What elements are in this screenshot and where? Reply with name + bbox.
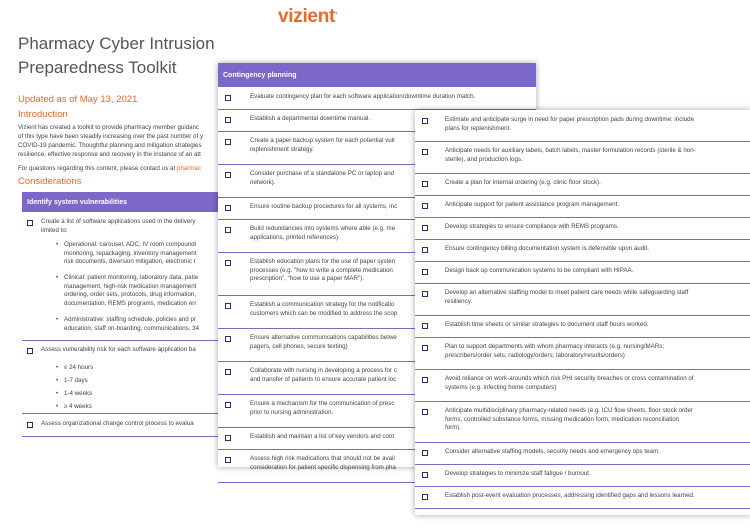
checkbox[interactable] [225, 139, 231, 145]
row-divider [22, 340, 222, 341]
row-line: Ensure routine backup procedures for all systems, inc [250, 203, 398, 210]
table-row [445, 289, 745, 306]
row-line: Develop strategies to minimize staff fatigue / burnout. [445, 470, 591, 477]
operational-continued [64, 250, 221, 267]
checkbox[interactable] [225, 336, 231, 342]
table-row [445, 179, 745, 188]
row-line: Ensure contingency billing documentation system is defensible upon audit. [445, 245, 649, 252]
row-divider [22, 436, 222, 437]
clinical-continued [64, 283, 221, 309]
row-divider [415, 261, 750, 262]
checkbox[interactable] [422, 472, 428, 478]
contact-line [18, 164, 218, 173]
row-line: processes (e.g. "how to write a complete medication [250, 266, 393, 274]
list-item: • Administrative: staffing schedule, policies and pr [56, 316, 221, 325]
checkbox[interactable] [422, 494, 428, 500]
row-line: Create a plan for internal ordering (e.g. clinic floor stock). [445, 179, 601, 186]
row-line: Design back up communication systems to be compliant with HIPAA. [445, 267, 634, 274]
row-line: plans for replenishment. [445, 124, 512, 132]
row-line: Consider alternative staffing models, security needs and emergency ops team. [445, 448, 660, 455]
checkbox[interactable] [225, 303, 231, 309]
row-line: sterile), and production logs. [445, 155, 523, 163]
introduction-heading: Introduction [18, 109, 68, 120]
checkbox[interactable] [422, 181, 428, 187]
row-line: replenishment strategy. [250, 145, 314, 153]
table-row [445, 492, 745, 501]
page-title-line1: Pharmacy Cyber Intrusion [18, 34, 215, 53]
checkbox[interactable] [422, 345, 428, 351]
table-row [445, 407, 745, 433]
checkbox[interactable] [422, 149, 428, 155]
row-divider [415, 283, 750, 284]
row-divider [415, 508, 750, 509]
checkbox[interactable] [225, 205, 231, 211]
checkbox[interactable] [225, 117, 231, 123]
row-line: ordering, order sets, protocols, drug information, [64, 291, 197, 298]
contact-link[interactable]: pharmac [176, 165, 201, 172]
row-divider [415, 486, 750, 487]
table-row [445, 245, 745, 254]
table-header-label: Identify system vulnerabilities [27, 198, 127, 206]
vizient-logo: vizient. [278, 6, 338, 27]
row-line: Establish a departmental downtime manual. [250, 115, 371, 122]
intro-line: Vizient has created a toolkit to provide pharmacy member guidanc [18, 124, 200, 131]
table-row [445, 321, 745, 330]
row-line: Establish post-event evaluation processes, addressing identified gaps and lessons learned. [445, 492, 695, 499]
row-line: customers which can be modified to address the scop [250, 309, 398, 317]
checkbox[interactable] [422, 323, 428, 329]
row-line: Avoid reliance on work-arounds which risk PHI security breaches or cross contamination of [445, 375, 694, 382]
row-line: risk documents, diversion mitigation, electronic r [64, 258, 196, 265]
row-line: Build redundancies into systems where able (e.g. me [250, 225, 396, 232]
checkbox[interactable] [225, 172, 231, 178]
row-line: documentation, REMS programs, medication err [64, 299, 197, 307]
table-row [445, 147, 745, 164]
row-line: applications, printed references). [250, 233, 340, 241]
checkbox[interactable] [27, 220, 33, 226]
intro-line: COVID-19 pandemic. Thoughtful planning and mitigation strategies [18, 142, 202, 149]
row-line: Anticipate needs for auxiliary labels, batch labels, master formulation records (sterile & non- [445, 147, 696, 154]
contact-text: For questions regarding this content, please contact us at [18, 165, 177, 172]
row-line: prescribers/order sets; radiology/orders; laboratory/results/orders) [445, 351, 625, 359]
table-row [445, 267, 745, 276]
table-row [445, 201, 745, 210]
row-line: forms, controlled substance forms, missing medication form, medication reconciliation [445, 415, 680, 423]
row-line: education, staff on-boarding, communications, 34 [64, 324, 200, 332]
checkbox[interactable] [225, 260, 231, 266]
row-line: resiliency. [445, 297, 473, 305]
row-line: Create a paper backup system for each potential vulr [250, 137, 396, 144]
checkbox[interactable] [422, 247, 428, 253]
checkbox[interactable] [422, 203, 428, 209]
checkbox[interactable] [27, 348, 33, 354]
clinical-bullet [56, 274, 221, 283]
vuln-row1-intro [41, 218, 221, 235]
checkbox[interactable] [225, 402, 231, 408]
row-line: Ensure alternative communications capabilities betwe [250, 334, 397, 341]
row-line: Develop strategies to ensure compliance with REMS programs. [445, 223, 619, 230]
row-line: management, high-risk medication management [64, 282, 197, 290]
checkbox[interactable] [422, 409, 428, 415]
checkbox[interactable] [27, 422, 33, 428]
checkbox[interactable] [422, 269, 428, 275]
row-divider [415, 195, 750, 196]
checkbox[interactable] [422, 450, 428, 456]
checkbox[interactable] [225, 369, 231, 375]
row-line: Estimate and anticipate surge in need for paper prescription pads during downtime; include [445, 116, 695, 123]
checkbox[interactable] [422, 377, 428, 383]
administrative-continued [64, 325, 221, 334]
row-line: Assess high risk medications that should not be avail [250, 455, 395, 462]
toolkit-page-3 [415, 110, 750, 515]
row-line: prescription", "how to use a paper MAR"). [250, 275, 364, 282]
vuln-row3-text: Assess organizational change control process to evalua [41, 420, 194, 427]
row-line: Collaborate with nursing in developing a process for c [250, 367, 397, 374]
row-divider [415, 337, 750, 338]
row-line: Consider purchase of a standalone PC or laptop and [250, 170, 395, 177]
row-line: Ensure a mechanism for the communication of presc [250, 400, 395, 407]
row-line: consideration for patient specific dispensing from pha [250, 463, 396, 471]
page-title-line2: Preparedness Toolkit [18, 58, 177, 77]
checkbox[interactable] [225, 457, 231, 463]
table-row [445, 470, 745, 479]
table-header-vulnerabilities [22, 192, 222, 212]
list-item: • ≤ 24 hours [56, 361, 221, 374]
list-item: • 1-7 days [56, 374, 221, 387]
row-divider [415, 217, 750, 218]
row-line: Plan to support departments with whom pharmacy interacts (e.g. nursing/MARs; [445, 343, 665, 350]
considerations-heading: Considerations [18, 176, 82, 187]
list-item: • 1-4 weeks [56, 387, 221, 400]
intro-line: resilience, effective response and recovery in the instance of an att [18, 151, 201, 158]
checkbox[interactable] [225, 435, 231, 441]
list-item: • ≥ 4 weeks [56, 400, 221, 413]
row-line: Create a list of software applications used in the delivery [41, 218, 196, 225]
updated-date: Updated as of May 13, 2021 [18, 94, 138, 105]
row-line: form). [445, 424, 462, 431]
row-divider [415, 442, 750, 443]
row-line: Anticipate multidisciplinary pharmacy-related needs (e.g. ICU flow sheets, floor stock order [445, 407, 693, 414]
row-divider [415, 173, 750, 174]
row-line: Evaluate contingency plan for each software application/downtime duration match. [250, 93, 476, 100]
duration-list [56, 361, 221, 413]
table-row [445, 116, 745, 133]
row-line: prior to nursing administration. [250, 408, 334, 416]
row-line: limited to: [41, 226, 68, 234]
intro-line: of this type have been steadily increasing over the past number of y [18, 133, 204, 140]
checkbox[interactable] [225, 227, 231, 233]
table-row [445, 448, 745, 457]
list-item: • Clinical: patient monitoring, laboratory data, patie [56, 274, 221, 283]
administrative-bullet [56, 316, 221, 325]
row-divider [415, 141, 750, 142]
row-line: Establish education plans for the use of paper systen [250, 258, 396, 265]
row-divider [415, 239, 750, 240]
row-divider [415, 315, 750, 316]
checkbox[interactable] [422, 225, 428, 231]
row-line: Establish a communication strategy for the notificatio [250, 301, 395, 308]
row-line: and transfer of patients to ensure accurate patient loc [250, 375, 397, 383]
row-line: Anticipate support for patient assistance program management. [445, 201, 620, 208]
row-line: monitoring, repackaging, inventory management [64, 249, 197, 257]
row-divider [415, 369, 750, 370]
checkbox[interactable] [422, 118, 428, 124]
operational-bullet [56, 241, 221, 250]
row-divider [22, 413, 222, 414]
row-line: systems (e.g. infecting home computers) [445, 383, 557, 391]
row-line: pagers, cell phones, secure texting) [250, 342, 348, 350]
table-row [445, 223, 745, 232]
checkbox[interactable] [422, 291, 428, 297]
intro-paragraph [18, 123, 218, 159]
list-item: • Operational: carousel, ADC, IV room compoundi [56, 241, 221, 250]
row-line: network). [250, 178, 276, 186]
table-row [445, 375, 745, 392]
row-line: Develop an alternative staffing model to meet patient care needs while safeguarding staff [445, 289, 689, 296]
checkbox[interactable] [225, 95, 231, 101]
table-header-contingency [218, 63, 536, 87]
row-divider [415, 464, 750, 465]
table-header-label: Contingency planning [223, 71, 297, 79]
table-row [445, 343, 745, 360]
row-divider [415, 401, 750, 402]
row-line: Establish and maintain a list of key vendors and cont [250, 433, 395, 440]
row-line: Establish time sheets or similar strategies to document staff hours worked. [445, 321, 649, 328]
vuln-row2-text: Assess vulnerability risk for each software application ba [41, 346, 196, 353]
table-row [250, 93, 530, 102]
